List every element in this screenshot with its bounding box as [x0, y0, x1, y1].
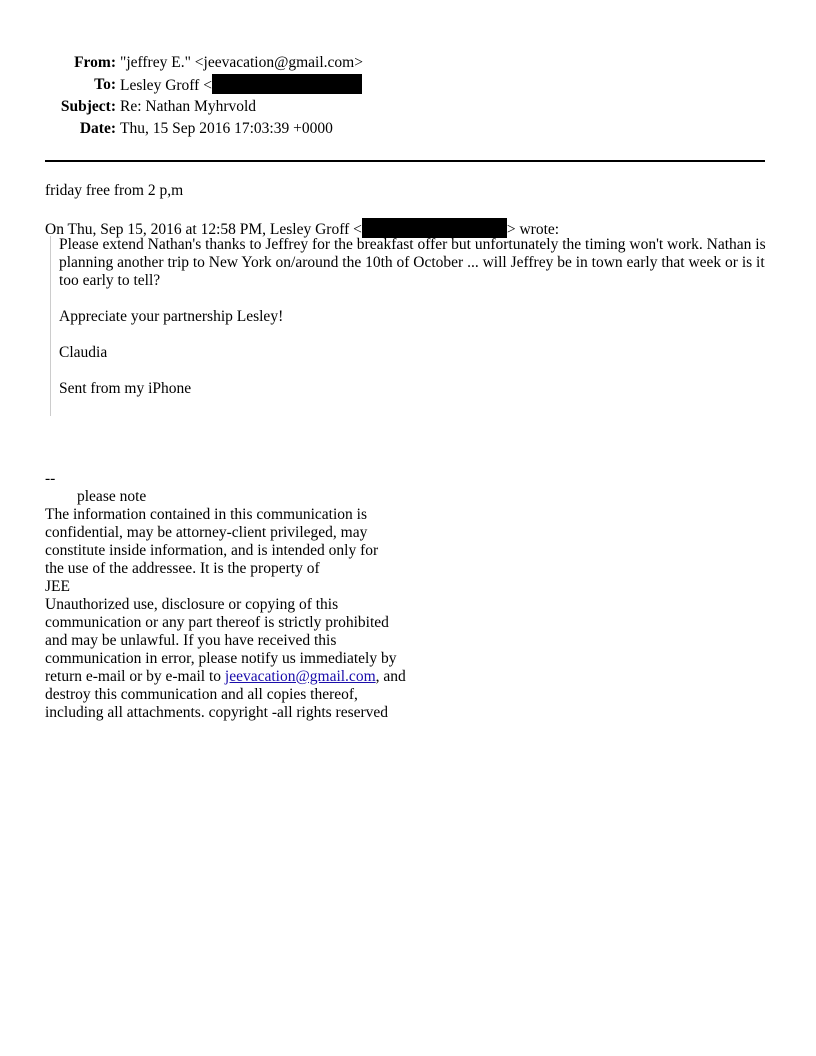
email-link[interactable]: jeevacation@gmail.com — [224, 668, 376, 685]
quote-intro-before: On Thu, Sep 15, 2016 at 12:58 PM, Lesley Groff < — [45, 221, 362, 238]
to-label: To: — [94, 76, 116, 93]
signature-email-line — [45, 668, 775, 686]
quoted-paragraph: Claudia — [59, 344, 108, 361]
signature-line: communication or any part thereof is strictly prohibited — [45, 614, 389, 631]
to-row — [45, 74, 765, 96]
date-label: Date: — [79, 120, 116, 137]
email-line-before: return e-mail or by e-mail to — [45, 668, 225, 685]
from-value: "jeffrey E." <jeevacation@gmail.com> — [120, 54, 363, 71]
email-header — [45, 52, 765, 140]
signature-line: the use of the addressee. It is the property of — [45, 560, 320, 577]
header-divider — [45, 160, 765, 162]
quote-intro-after: > wrote: — [506, 221, 560, 238]
date-value: Thu, 15 Sep 2016 17:03:39 +0000 — [120, 120, 333, 137]
redaction-box — [362, 218, 507, 238]
reply-text: friday free from 2 p,m — [45, 182, 184, 199]
signature-line: destroy this communication and all copies thereof, — [45, 686, 358, 703]
subject-label: Subject: — [60, 98, 116, 115]
signature-line: and may be unlawful. If you have received this — [45, 632, 337, 649]
quoted-paragraph: Please extend Nathan's thanks to Jeffrey for the breakfast offer but unfortunately the timing won't work. Nathan is planning another trip to New York on/around the 10th of October ... will Jeffrey be in town early that week or is it too early to tell? — [59, 236, 766, 289]
quoted-paragraph: Sent from my iPhone — [59, 380, 192, 397]
date-row — [45, 118, 765, 140]
from-label: From: — [74, 54, 116, 71]
signature-line: The information contained in this communication is — [45, 506, 367, 523]
signature-separator: -- — [45, 470, 56, 487]
signature-block — [45, 470, 775, 722]
subject-row — [45, 96, 765, 118]
quote-intro — [45, 218, 775, 236]
email-line-after: , and — [375, 668, 406, 685]
signature-note: please note — [77, 488, 147, 505]
to-value-wrap — [120, 74, 765, 96]
email-body — [45, 182, 775, 722]
redaction-box — [212, 74, 362, 94]
quoted-message — [50, 236, 775, 416]
signature-line: JEE — [45, 578, 70, 595]
signature-line: including all attachments. copyright -all rights reserved — [45, 704, 389, 721]
from-row — [45, 52, 765, 74]
subject-value: Re: Nathan Myhrvold — [120, 98, 257, 115]
signature-line: constitute inside information, and is intended only for — [45, 542, 379, 559]
signature-line: communication in error, please notify us immediately by — [45, 650, 397, 667]
to-value: Lesley Groff < — [120, 77, 212, 94]
quoted-paragraph: Appreciate your partnership Lesley! — [59, 308, 284, 325]
signature-line: confidential, may be attorney-client privileged, may — [45, 524, 368, 541]
signature-line: Unauthorized use, disclosure or copying of this — [45, 596, 339, 613]
